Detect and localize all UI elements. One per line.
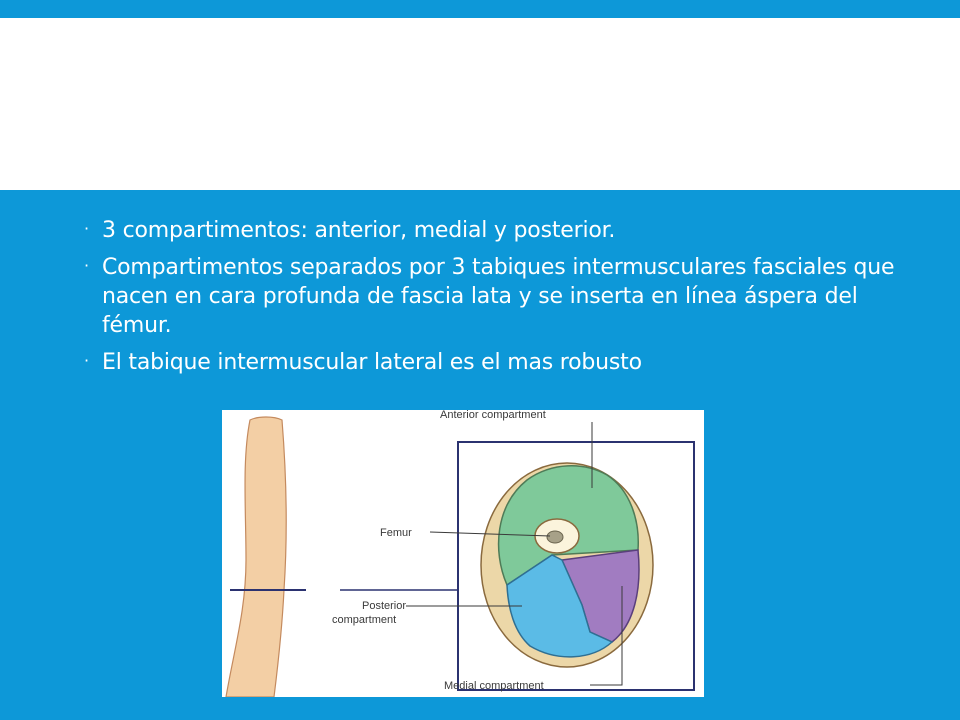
- femur-marrow: [547, 531, 563, 543]
- thigh-skin-shape: [226, 417, 286, 697]
- bullet-marker: ·: [84, 219, 89, 238]
- thigh-diagram: [222, 410, 704, 697]
- top-accent-bar: [0, 0, 960, 18]
- bullet-text: Compartimentos separados por 3 tabiques intermusculares fasciales que nacen en cara profunda de fascia lata y se inserta en línea áspera del fémur.: [102, 255, 895, 338]
- label-posterior-line1: Posterior: [362, 600, 407, 612]
- label-femur: Femur: [380, 527, 412, 539]
- bullet-text: El tabique intermuscular lateral es el mas robusto: [102, 350, 642, 375]
- bullet-marker: ·: [84, 351, 89, 370]
- slide-content: [0, 190, 960, 720]
- bullet-text: 3 compartimentos: anterior, medial y posterior.: [102, 218, 616, 243]
- label-anterior-compartment: Anterior compartment: [440, 410, 546, 421]
- label-medial-compartment: Medial compartment: [444, 680, 544, 692]
- bullet-list: [82, 216, 902, 385]
- bullet-item: [82, 253, 902, 340]
- label-posterior-line2: compartment: [332, 614, 397, 626]
- bullet-item: [82, 216, 902, 245]
- bullet-item: [82, 348, 902, 377]
- thigh-cross-section-figure: [222, 410, 704, 697]
- slide-title-area: [0, 18, 960, 190]
- bullet-marker: ·: [84, 256, 89, 275]
